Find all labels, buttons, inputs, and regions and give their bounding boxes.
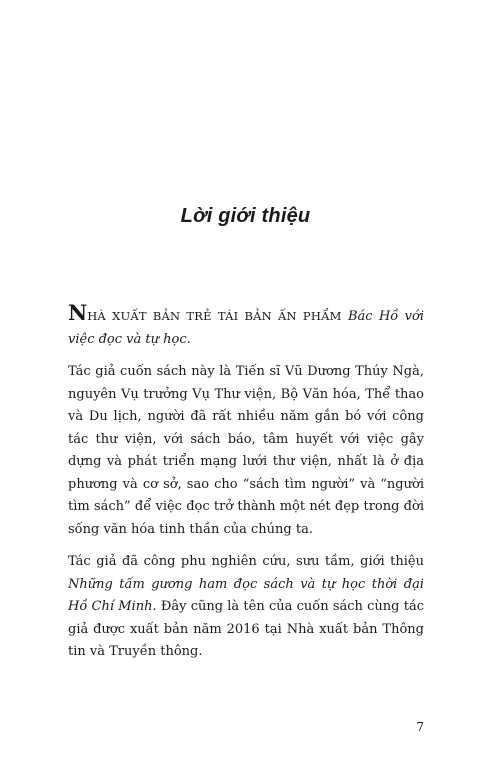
paragraph-1 [68, 300, 424, 351]
body-text [68, 300, 424, 674]
drop-cap: N [68, 300, 88, 325]
chapter-title: Lời giới thiệu [180, 205, 311, 227]
paragraph-3-end: Đây cũng là tên của cuốn sách cùng tác giả được xuất bản năm 2016 tại Nhà xuất bản Thông tin và Truyền thông. [68, 599, 424, 659]
book-title-1: Bác Hồ với việc đọc và tự học [68, 309, 424, 347]
lead-in-smallcaps: HÀ XUẤT BẢN TRẺ TÁI BẢN ẤN PHẨM [87, 309, 342, 323]
book-title-2: Những tấm gương ham đọc sách và tự học thời đại Hồ Chí Minh. [68, 576, 424, 614]
paragraph-2: Tác giả cuốn sách này là Tiến sĩ Vũ Dương Thúy Ngà, nguyên Vụ trưởng Vụ Thư viện, Bộ Văn hóa, Thể thao và Du lịch, người đã rất nhiều năm gắn bó với công tác thư viện, với sách báo, tâm huyết với việc gây dựng và phát triển mạng lưới thư viện, nhất là ở địa phương và cơ sở, sao cho “sách tìm người” và “người tìm sách” để việc đọc trở thành một nét đẹp trong đời sống văn hóa tinh thần của chúng ta. [68, 364, 424, 537]
paragraph-3 [68, 551, 424, 664]
paragraph-1-end: . [186, 331, 191, 347]
paragraph-3-start: Tác giả đã công phu nghiên cứu, sưu tầm, giới thiệu [68, 554, 424, 569]
page-number: 7 [416, 720, 424, 734]
